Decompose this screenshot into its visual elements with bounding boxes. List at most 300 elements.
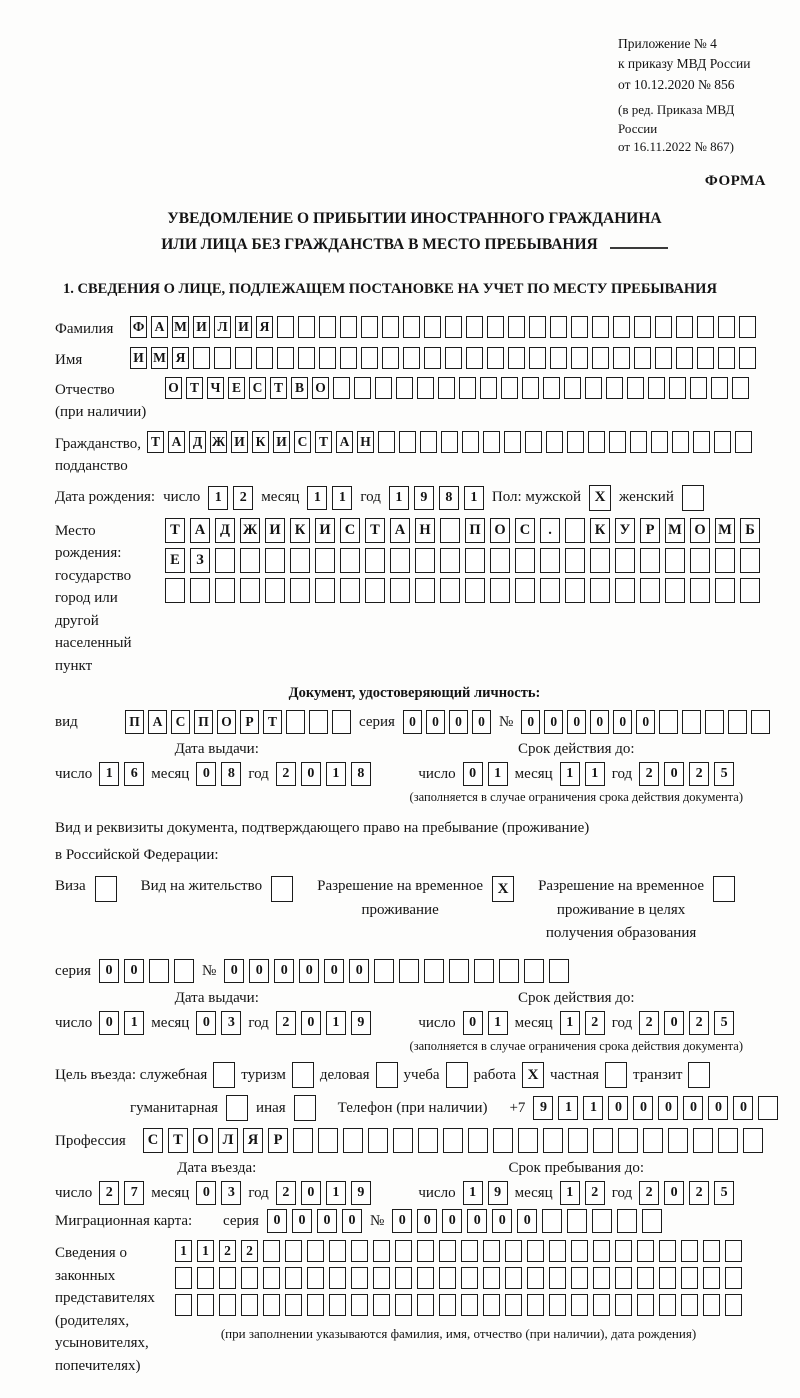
char-cell[interactable] bbox=[461, 1267, 478, 1289]
char-cell[interactable] bbox=[697, 347, 714, 369]
char-cell[interactable] bbox=[592, 316, 609, 338]
char-cell[interactable] bbox=[490, 548, 510, 573]
char-cell[interactable]: И bbox=[130, 347, 147, 369]
char-cell[interactable]: 1 bbox=[326, 1011, 346, 1035]
char-cell[interactable] bbox=[613, 347, 630, 369]
char-cell[interactable] bbox=[697, 316, 714, 338]
char-cell[interactable] bbox=[438, 377, 455, 399]
char-cell[interactable] bbox=[665, 548, 685, 573]
char-cell[interactable]: 9 bbox=[488, 1181, 508, 1205]
char-cell[interactable] bbox=[567, 431, 584, 453]
char-cell[interactable] bbox=[175, 1294, 192, 1316]
char-cell[interactable] bbox=[613, 316, 630, 338]
char-cell[interactable] bbox=[415, 578, 435, 603]
char-cell[interactable] bbox=[240, 548, 260, 573]
char-cell[interactable] bbox=[285, 1240, 302, 1262]
char-cell[interactable] bbox=[487, 316, 504, 338]
char-cell[interactable] bbox=[659, 1294, 676, 1316]
char-cell[interactable]: 9 bbox=[351, 1181, 371, 1205]
char-cell[interactable] bbox=[351, 1294, 368, 1316]
char-cell[interactable]: Т bbox=[263, 710, 282, 734]
char-cell[interactable] bbox=[540, 548, 560, 573]
char-cell[interactable] bbox=[315, 548, 335, 573]
char-cell[interactable] bbox=[634, 347, 651, 369]
char-cell[interactable] bbox=[219, 1267, 236, 1289]
char-cell[interactable] bbox=[627, 377, 644, 399]
char-cell[interactable]: 9 bbox=[414, 486, 434, 510]
char-cell[interactable] bbox=[307, 1267, 324, 1289]
char-cell[interactable]: Е bbox=[165, 548, 185, 573]
char-cell[interactable]: 0 bbox=[249, 959, 269, 983]
char-cell[interactable] bbox=[615, 578, 635, 603]
char-cell[interactable] bbox=[461, 1240, 478, 1262]
char-cell[interactable] bbox=[518, 1128, 538, 1153]
char-cell[interactable] bbox=[690, 548, 710, 573]
char-cell[interactable] bbox=[732, 377, 749, 399]
char-cell[interactable]: 0 bbox=[492, 1209, 512, 1233]
char-cell[interactable] bbox=[527, 1267, 544, 1289]
char-cell[interactable] bbox=[525, 431, 542, 453]
char-cell[interactable] bbox=[715, 578, 735, 603]
char-cell[interactable] bbox=[593, 1128, 613, 1153]
char-cell[interactable] bbox=[466, 316, 483, 338]
char-cell[interactable] bbox=[490, 578, 510, 603]
char-cell[interactable]: К bbox=[290, 518, 310, 543]
char-cell[interactable] bbox=[483, 1294, 500, 1316]
char-cell[interactable] bbox=[725, 1294, 742, 1316]
char-cell[interactable] bbox=[690, 377, 707, 399]
char-cell[interactable] bbox=[332, 710, 351, 734]
char-cell[interactable] bbox=[395, 1240, 412, 1262]
char-cell[interactable] bbox=[571, 1267, 588, 1289]
char-cell[interactable] bbox=[688, 1062, 710, 1088]
char-cell[interactable]: 0 bbox=[613, 710, 632, 734]
char-cell[interactable] bbox=[593, 1267, 610, 1289]
char-cell[interactable]: 1 bbox=[307, 486, 327, 510]
char-cell[interactable] bbox=[417, 1294, 434, 1316]
char-cell[interactable] bbox=[543, 377, 560, 399]
char-cell[interactable] bbox=[376, 1062, 398, 1088]
char-cell[interactable] bbox=[540, 578, 560, 603]
char-cell[interactable] bbox=[215, 548, 235, 573]
char-cell[interactable] bbox=[424, 959, 444, 983]
char-cell[interactable]: 0 bbox=[521, 710, 540, 734]
char-cell[interactable] bbox=[549, 1294, 566, 1316]
char-cell[interactable] bbox=[508, 347, 525, 369]
char-cell[interactable] bbox=[542, 1209, 562, 1233]
char-cell[interactable] bbox=[307, 1294, 324, 1316]
char-cell[interactable] bbox=[549, 959, 569, 983]
char-cell[interactable] bbox=[634, 316, 651, 338]
char-cell[interactable]: Т bbox=[365, 518, 385, 543]
char-cell[interactable] bbox=[655, 316, 672, 338]
char-cell[interactable] bbox=[739, 347, 756, 369]
char-cell[interactable]: 0 bbox=[99, 959, 119, 983]
char-cell[interactable]: 1 bbox=[389, 486, 409, 510]
char-cell[interactable]: 9 bbox=[351, 1011, 371, 1035]
char-cell[interactable] bbox=[592, 1209, 612, 1233]
char-cell[interactable] bbox=[240, 578, 260, 603]
char-cell[interactable] bbox=[543, 1128, 563, 1153]
char-cell[interactable]: Н bbox=[415, 518, 435, 543]
char-cell[interactable]: 3 bbox=[221, 1011, 241, 1035]
char-cell[interactable]: Ф bbox=[130, 316, 147, 338]
char-cell[interactable] bbox=[309, 710, 328, 734]
char-cell[interactable]: 0 bbox=[708, 1096, 728, 1120]
char-cell[interactable] bbox=[483, 1240, 500, 1262]
char-cell[interactable] bbox=[615, 548, 635, 573]
char-cell[interactable] bbox=[190, 578, 210, 603]
char-cell[interactable]: 2 bbox=[276, 762, 296, 786]
char-cell[interactable] bbox=[446, 1062, 468, 1088]
char-cell[interactable]: М bbox=[665, 518, 685, 543]
char-cell[interactable] bbox=[682, 485, 704, 511]
char-cell[interactable]: 2 bbox=[241, 1240, 258, 1262]
char-cell[interactable] bbox=[424, 347, 441, 369]
char-cell[interactable]: 1 bbox=[560, 1011, 580, 1035]
char-cell[interactable] bbox=[714, 431, 731, 453]
char-cell[interactable] bbox=[505, 1267, 522, 1289]
char-cell[interactable] bbox=[424, 316, 441, 338]
char-cell[interactable] bbox=[751, 710, 770, 734]
char-cell[interactable] bbox=[618, 1128, 638, 1153]
char-cell[interactable] bbox=[277, 347, 294, 369]
char-cell[interactable]: Р bbox=[240, 710, 259, 734]
char-cell[interactable] bbox=[568, 1128, 588, 1153]
char-cell[interactable] bbox=[651, 431, 668, 453]
char-cell[interactable]: Т bbox=[147, 431, 164, 453]
char-cell[interactable] bbox=[549, 1240, 566, 1262]
char-cell[interactable] bbox=[665, 578, 685, 603]
char-cell[interactable] bbox=[290, 548, 310, 573]
char-cell[interactable]: И bbox=[231, 431, 248, 453]
char-cell[interactable] bbox=[241, 1267, 258, 1289]
char-cell[interactable] bbox=[546, 431, 563, 453]
char-cell[interactable] bbox=[593, 1240, 610, 1262]
char-cell[interactable] bbox=[365, 578, 385, 603]
char-cell[interactable] bbox=[527, 1294, 544, 1316]
char-cell[interactable]: 1 bbox=[585, 762, 605, 786]
char-cell[interactable]: X bbox=[492, 876, 514, 902]
char-cell[interactable]: 2 bbox=[689, 762, 709, 786]
char-cell[interactable] bbox=[643, 1128, 663, 1153]
char-cell[interactable]: 0 bbox=[292, 1209, 312, 1233]
char-cell[interactable] bbox=[319, 316, 336, 338]
char-cell[interactable] bbox=[739, 316, 756, 338]
char-cell[interactable] bbox=[382, 347, 399, 369]
char-cell[interactable] bbox=[149, 959, 169, 983]
char-cell[interactable] bbox=[725, 1240, 742, 1262]
char-cell[interactable]: Т bbox=[168, 1128, 188, 1153]
char-cell[interactable] bbox=[441, 431, 458, 453]
char-cell[interactable] bbox=[351, 1267, 368, 1289]
char-cell[interactable] bbox=[524, 959, 544, 983]
char-cell[interactable] bbox=[703, 1294, 720, 1316]
char-cell[interactable]: 0 bbox=[124, 959, 144, 983]
char-cell[interactable] bbox=[449, 959, 469, 983]
char-cell[interactable] bbox=[292, 1062, 314, 1088]
char-cell[interactable]: И bbox=[193, 316, 210, 338]
char-cell[interactable] bbox=[640, 548, 660, 573]
char-cell[interactable]: 0 bbox=[664, 1011, 684, 1035]
char-cell[interactable]: Я bbox=[256, 316, 273, 338]
char-cell[interactable] bbox=[375, 377, 392, 399]
char-cell[interactable] bbox=[95, 876, 117, 902]
char-cell[interactable]: М bbox=[715, 518, 735, 543]
char-cell[interactable] bbox=[443, 1128, 463, 1153]
char-cell[interactable]: 0 bbox=[517, 1209, 537, 1233]
char-cell[interactable] bbox=[298, 347, 315, 369]
char-cell[interactable] bbox=[571, 347, 588, 369]
char-cell[interactable] bbox=[235, 347, 252, 369]
char-cell[interactable]: О bbox=[165, 377, 182, 399]
char-cell[interactable] bbox=[440, 518, 460, 543]
char-cell[interactable] bbox=[637, 1267, 654, 1289]
char-cell[interactable] bbox=[466, 347, 483, 369]
char-cell[interactable]: С bbox=[294, 431, 311, 453]
char-cell[interactable] bbox=[373, 1267, 390, 1289]
char-cell[interactable]: 0 bbox=[567, 710, 586, 734]
char-cell[interactable] bbox=[592, 347, 609, 369]
char-cell[interactable] bbox=[668, 1128, 688, 1153]
char-cell[interactable] bbox=[340, 347, 357, 369]
char-cell[interactable]: 0 bbox=[608, 1096, 628, 1120]
char-cell[interactable] bbox=[285, 1267, 302, 1289]
char-cell[interactable] bbox=[294, 1095, 316, 1121]
char-cell[interactable] bbox=[593, 1294, 610, 1316]
char-cell[interactable]: О bbox=[193, 1128, 213, 1153]
char-cell[interactable] bbox=[440, 578, 460, 603]
char-cell[interactable]: X bbox=[522, 1062, 544, 1088]
char-cell[interactable] bbox=[550, 347, 567, 369]
char-cell[interactable]: 0 bbox=[196, 1181, 216, 1205]
char-cell[interactable]: 2 bbox=[585, 1181, 605, 1205]
char-cell[interactable] bbox=[640, 578, 660, 603]
char-cell[interactable] bbox=[263, 1240, 280, 1262]
char-cell[interactable]: О bbox=[312, 377, 329, 399]
char-cell[interactable]: 0 bbox=[417, 1209, 437, 1233]
char-cell[interactable]: 8 bbox=[439, 486, 459, 510]
char-cell[interactable] bbox=[648, 377, 665, 399]
char-cell[interactable]: 0 bbox=[342, 1209, 362, 1233]
char-cell[interactable]: И bbox=[273, 431, 290, 453]
char-cell[interactable]: А bbox=[336, 431, 353, 453]
char-cell[interactable]: 0 bbox=[392, 1209, 412, 1233]
char-cell[interactable] bbox=[615, 1240, 632, 1262]
char-cell[interactable] bbox=[420, 431, 437, 453]
char-cell[interactable] bbox=[655, 347, 672, 369]
char-cell[interactable]: 1 bbox=[488, 1011, 508, 1035]
char-cell[interactable] bbox=[527, 1240, 544, 1262]
char-cell[interactable] bbox=[393, 1128, 413, 1153]
char-cell[interactable] bbox=[263, 1267, 280, 1289]
char-cell[interactable] bbox=[505, 1240, 522, 1262]
char-cell[interactable]: 1 bbox=[326, 1181, 346, 1205]
char-cell[interactable]: 0 bbox=[664, 762, 684, 786]
char-cell[interactable] bbox=[373, 1294, 390, 1316]
char-cell[interactable] bbox=[605, 1062, 627, 1088]
char-cell[interactable] bbox=[445, 347, 462, 369]
char-cell[interactable]: 0 bbox=[658, 1096, 678, 1120]
char-cell[interactable]: X bbox=[589, 485, 611, 511]
char-cell[interactable]: Я bbox=[243, 1128, 263, 1153]
char-cell[interactable] bbox=[395, 1267, 412, 1289]
char-cell[interactable]: П bbox=[194, 710, 213, 734]
char-cell[interactable] bbox=[743, 1128, 763, 1153]
char-cell[interactable] bbox=[659, 1240, 676, 1262]
char-cell[interactable]: 1 bbox=[175, 1240, 192, 1262]
char-cell[interactable] bbox=[564, 377, 581, 399]
char-cell[interactable]: 0 bbox=[426, 710, 445, 734]
char-cell[interactable] bbox=[351, 1240, 368, 1262]
char-cell[interactable]: 5 bbox=[714, 1011, 734, 1035]
char-cell[interactable]: Ж bbox=[240, 518, 260, 543]
char-cell[interactable]: 1 bbox=[583, 1096, 603, 1120]
char-cell[interactable] bbox=[715, 548, 735, 573]
char-cell[interactable] bbox=[740, 548, 760, 573]
char-cell[interactable] bbox=[693, 1128, 713, 1153]
char-cell[interactable]: К bbox=[252, 431, 269, 453]
char-cell[interactable] bbox=[318, 1128, 338, 1153]
char-cell[interactable]: Т bbox=[165, 518, 185, 543]
char-cell[interactable]: 1 bbox=[326, 762, 346, 786]
char-cell[interactable] bbox=[740, 578, 760, 603]
char-cell[interactable] bbox=[487, 347, 504, 369]
char-cell[interactable]: 2 bbox=[639, 1011, 659, 1035]
char-cell[interactable]: З bbox=[190, 548, 210, 573]
char-cell[interactable] bbox=[390, 548, 410, 573]
char-cell[interactable] bbox=[681, 1294, 698, 1316]
char-cell[interactable] bbox=[703, 1267, 720, 1289]
char-cell[interactable]: О bbox=[690, 518, 710, 543]
char-cell[interactable] bbox=[415, 548, 435, 573]
char-cell[interactable] bbox=[468, 1128, 488, 1153]
char-cell[interactable] bbox=[718, 1128, 738, 1153]
char-cell[interactable] bbox=[718, 316, 735, 338]
char-cell[interactable] bbox=[565, 548, 585, 573]
char-cell[interactable] bbox=[418, 1128, 438, 1153]
char-cell[interactable]: 2 bbox=[99, 1181, 119, 1205]
char-cell[interactable]: 0 bbox=[196, 762, 216, 786]
char-cell[interactable] bbox=[682, 710, 701, 734]
char-cell[interactable] bbox=[465, 548, 485, 573]
char-cell[interactable] bbox=[333, 377, 350, 399]
char-cell[interactable]: И bbox=[315, 518, 335, 543]
char-cell[interactable] bbox=[459, 377, 476, 399]
char-cell[interactable]: 0 bbox=[442, 1209, 462, 1233]
char-cell[interactable]: 0 bbox=[317, 1209, 337, 1233]
char-cell[interactable]: 0 bbox=[301, 762, 321, 786]
char-cell[interactable]: И bbox=[235, 316, 252, 338]
char-cell[interactable]: 0 bbox=[224, 959, 244, 983]
char-cell[interactable]: Ж bbox=[210, 431, 227, 453]
char-cell[interactable] bbox=[219, 1294, 236, 1316]
char-cell[interactable]: 9 bbox=[533, 1096, 553, 1120]
char-cell[interactable] bbox=[590, 548, 610, 573]
char-cell[interactable] bbox=[571, 316, 588, 338]
char-cell[interactable]: 2 bbox=[689, 1181, 709, 1205]
char-cell[interactable] bbox=[298, 316, 315, 338]
char-cell[interactable]: 0 bbox=[472, 710, 491, 734]
char-cell[interactable] bbox=[440, 548, 460, 573]
char-cell[interactable] bbox=[315, 578, 335, 603]
char-cell[interactable]: 0 bbox=[544, 710, 563, 734]
char-cell[interactable]: 0 bbox=[636, 710, 655, 734]
char-cell[interactable] bbox=[193, 347, 210, 369]
char-cell[interactable] bbox=[403, 316, 420, 338]
char-cell[interactable]: 1 bbox=[558, 1096, 578, 1120]
char-cell[interactable] bbox=[590, 578, 610, 603]
char-cell[interactable] bbox=[174, 959, 194, 983]
char-cell[interactable] bbox=[529, 347, 546, 369]
char-cell[interactable]: М bbox=[172, 316, 189, 338]
char-cell[interactable] bbox=[265, 578, 285, 603]
char-cell[interactable]: 1 bbox=[124, 1011, 144, 1035]
char-cell[interactable]: Р bbox=[640, 518, 660, 543]
char-cell[interactable] bbox=[307, 1240, 324, 1262]
char-cell[interactable]: 0 bbox=[683, 1096, 703, 1120]
char-cell[interactable] bbox=[681, 1267, 698, 1289]
char-cell[interactable]: 0 bbox=[349, 959, 369, 983]
char-cell[interactable]: О bbox=[217, 710, 236, 734]
char-cell[interactable]: 1 bbox=[332, 486, 352, 510]
char-cell[interactable] bbox=[713, 876, 735, 902]
char-cell[interactable] bbox=[515, 578, 535, 603]
char-cell[interactable] bbox=[241, 1294, 258, 1316]
char-cell[interactable] bbox=[277, 316, 294, 338]
char-cell[interactable] bbox=[329, 1294, 346, 1316]
char-cell[interactable] bbox=[373, 1240, 390, 1262]
char-cell[interactable]: 0 bbox=[274, 959, 294, 983]
char-cell[interactable]: Ч bbox=[207, 377, 224, 399]
char-cell[interactable] bbox=[197, 1267, 214, 1289]
char-cell[interactable] bbox=[286, 710, 305, 734]
char-cell[interactable]: Б bbox=[740, 518, 760, 543]
char-cell[interactable]: С bbox=[143, 1128, 163, 1153]
char-cell[interactable]: 0 bbox=[299, 959, 319, 983]
char-cell[interactable]: 1 bbox=[488, 762, 508, 786]
char-cell[interactable]: С bbox=[171, 710, 190, 734]
char-cell[interactable] bbox=[382, 316, 399, 338]
char-cell[interactable] bbox=[642, 1209, 662, 1233]
char-cell[interactable]: П bbox=[125, 710, 144, 734]
char-cell[interactable] bbox=[293, 1128, 313, 1153]
char-cell[interactable]: 0 bbox=[301, 1011, 321, 1035]
char-cell[interactable]: 0 bbox=[403, 710, 422, 734]
char-cell[interactable] bbox=[197, 1294, 214, 1316]
char-cell[interactable]: У bbox=[615, 518, 635, 543]
char-cell[interactable] bbox=[522, 377, 539, 399]
char-cell[interactable] bbox=[354, 377, 371, 399]
char-cell[interactable]: Т bbox=[186, 377, 203, 399]
char-cell[interactable]: . bbox=[540, 518, 560, 543]
char-cell[interactable] bbox=[585, 377, 602, 399]
char-cell[interactable]: 0 bbox=[449, 710, 468, 734]
char-cell[interactable] bbox=[378, 431, 395, 453]
char-cell[interactable] bbox=[703, 1240, 720, 1262]
char-cell[interactable]: 8 bbox=[221, 762, 241, 786]
char-cell[interactable] bbox=[672, 431, 689, 453]
char-cell[interactable] bbox=[465, 578, 485, 603]
char-cell[interactable]: 1 bbox=[197, 1240, 214, 1262]
char-cell[interactable] bbox=[214, 347, 231, 369]
char-cell[interactable] bbox=[705, 710, 724, 734]
char-cell[interactable]: 2 bbox=[639, 1181, 659, 1205]
char-cell[interactable]: 2 bbox=[689, 1011, 709, 1035]
char-cell[interactable] bbox=[504, 431, 521, 453]
char-cell[interactable]: Л bbox=[214, 316, 231, 338]
char-cell[interactable] bbox=[329, 1267, 346, 1289]
